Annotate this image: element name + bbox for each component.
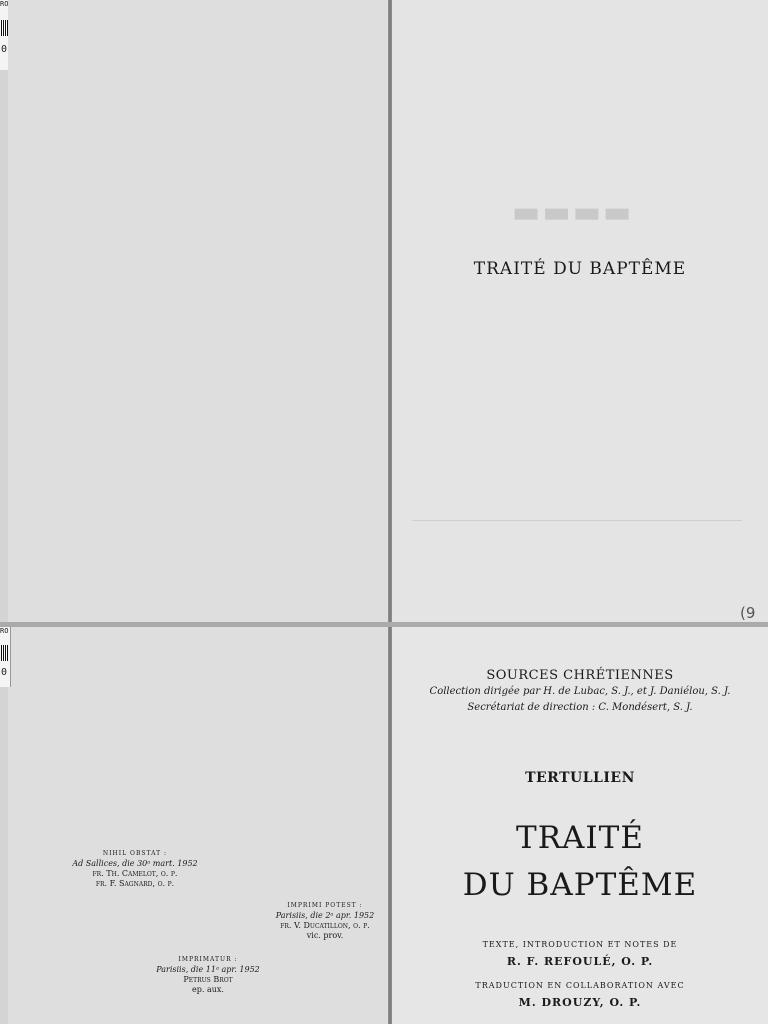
edge-tab-text: RO (0, 627, 9, 635)
translator-name: M. DROUZY, O. P. (518, 996, 642, 1009)
imprimatur-block (143, 955, 273, 995)
bleed-through-rule (412, 520, 742, 521)
barcode-icon (1, 645, 8, 661)
imprimi-potest-line: Parisiis, die 2ᵃ apr. 1952 (275, 911, 375, 920)
imprimi-potest-line: vic. prov. (306, 931, 344, 940)
main-title-line1: TRAITÉ (516, 820, 644, 856)
margin-handwriting: (9 (740, 604, 756, 622)
barcode-icon (1, 20, 8, 36)
nihil-obstat-line: Ad Sallices, die 30ᵃ mart. 1952 (72, 859, 198, 868)
edge-tab-text: RO (0, 0, 9, 8)
imprimi-potest-line: fr. V. Ducatillon, o. p. (280, 921, 370, 930)
editor-name: R. F. REFOULÉ, O. P. (506, 955, 654, 968)
main-title-line2: DU BAPTÊME (462, 867, 698, 903)
half-title: TRAITÉ DU BAPTÊME (473, 259, 687, 279)
translation-credit: TRADUCTION EN COLLABORATION AVEC (475, 981, 685, 990)
series-name: SOURCES CHRÉTIENNES (486, 668, 674, 683)
bleed-through-text: ▬▬▬▬ (512, 195, 634, 230)
collection-editors: Collection dirigée par H. de Lubac, S. J., et J. Daniélou, S. J. (429, 686, 731, 697)
page-top-left (8, 0, 388, 622)
edge-tab-digit: 0 (1, 44, 8, 55)
page-bottom-left (8, 627, 388, 1024)
author-name: TERTULLIEN (525, 770, 635, 786)
imprimi-potest-block (266, 901, 384, 941)
page-bottom-right (392, 627, 768, 1024)
nihil-obstat-block (70, 849, 200, 889)
page-top-right (392, 0, 768, 622)
nihil-obstat-line: fr. Th. Camelot, o. p. (92, 869, 178, 878)
imprimatur-line: Parisiis, die 11ᵃ apr. 1952 (156, 965, 260, 974)
text-intro-credit: TEXTE, INTRODUCTION ET NOTES DE (482, 940, 678, 949)
edge-tab-bottom (0, 627, 11, 687)
nihil-obstat-heading: NIHIL OBSTAT : (102, 850, 168, 857)
imprimatur-line: Petrus Brot (183, 975, 233, 984)
nihil-obstat-line: fr. F. Sagnard, o. p. (95, 879, 175, 888)
imprimi-potest-heading: IMPRIMI POTEST : (287, 902, 363, 909)
imprimatur-line: ep. aux. (192, 985, 224, 994)
secretariat: Secrétariat de direction : C. Mondésert, S. J. (467, 702, 693, 713)
imprimatur-heading: IMPRIMATUR : (178, 956, 238, 963)
edge-tab-digit: 0 (1, 667, 8, 678)
